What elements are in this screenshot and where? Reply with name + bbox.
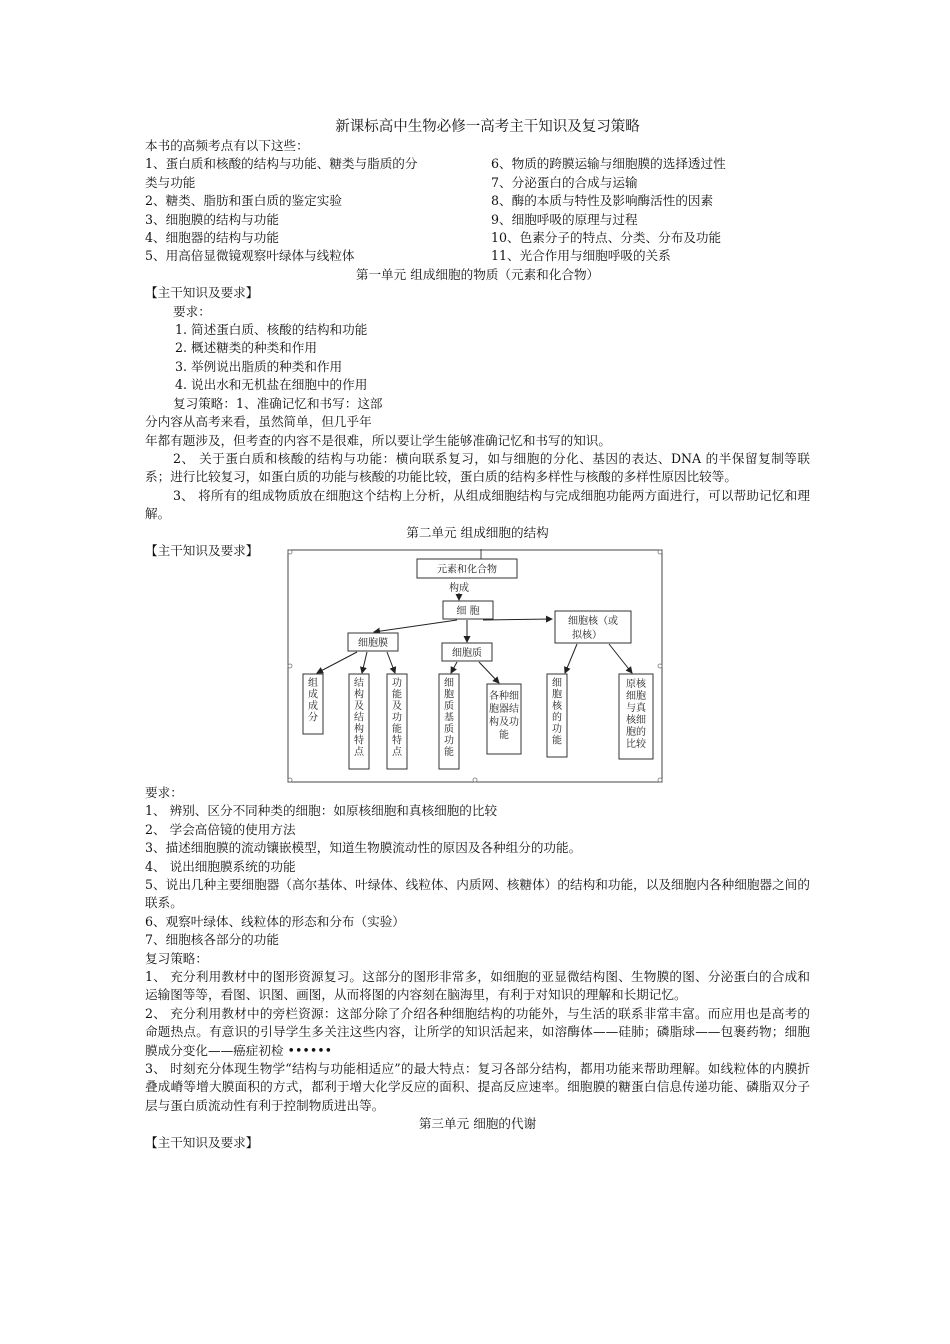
diagram-frame xyxy=(288,550,662,782)
unit1-req-item: 1. 简述蛋白质、核酸的结构和功能 xyxy=(175,322,368,338)
unit2-req-item: 6、观察叶绿体、线粒体的形态和分布（实验） xyxy=(145,913,405,929)
leaf-function-features-label: 功能及功能特点 xyxy=(392,677,402,758)
unit1-paragraph-2: 2、 关于蛋白质和核酸的结构与功能：横向联系复习，如与细胞的分化、基因的表达、DNA 的半保留复制等联系；进行比较复习，如蛋白质的功能与核酸的功能比较，蛋白质的结构多样性与核酸的多样性原因比较等。 xyxy=(145,450,810,485)
unit1-strategy-line: 年都有题涉及，但考查的内容不是很难，所以要让学生能够准确记忆和书写的知识。 xyxy=(145,432,611,448)
leaf-prokaryote-eukaryote-label: 原核细胞与真核细胞的比较 xyxy=(626,678,646,750)
topic-item: 6、物质的跨膜运输与细胞膜的选择透过性 xyxy=(491,156,726,172)
unit1-strategy-line: 复习策略：1、准确记忆和书写：这部 xyxy=(173,395,383,411)
unit1-title: 第一单元 组成细胞的物质（元素和化合物） xyxy=(355,266,600,282)
leaf-cytosol-function xyxy=(439,674,459,769)
leaf-function-features xyxy=(387,674,407,769)
topic-item: 9、细胞呼吸的原理与过程 xyxy=(491,211,638,227)
leaf-composition xyxy=(303,674,323,734)
intro-line: 本书的高频考点有以下这些： xyxy=(145,138,309,153)
topic-item: 类与功能 xyxy=(145,174,196,190)
leaf-structure-features xyxy=(349,674,369,769)
unit3-tag: 【主干知识及要求】 xyxy=(145,1134,259,1150)
leaf-nucleus-function-label: 细胞核的功能 xyxy=(552,677,562,747)
topic-item: 5、用高倍显微镜观察叶绿体与线粒体 xyxy=(145,248,355,264)
topic-item: 10、色素分子的特点、分类、分布及功能 xyxy=(491,230,722,246)
leaf-composition-label: 组成成分 xyxy=(308,677,318,724)
leaf-cytosol-function-label: 细胞质基质功能 xyxy=(444,677,454,758)
leaf-structure-features-label: 结构及结构特点 xyxy=(354,677,364,758)
cell-structure-diagram-area xyxy=(145,542,810,784)
box-nucleus-label-1: 细胞核（或 xyxy=(568,615,618,627)
unit2-strategy-label: 复习策略： xyxy=(145,950,208,966)
unit1-req-item: 3. 举例说出脂质的种类和作用 xyxy=(175,358,343,374)
unit1-paragraph-3: 3、 将所有的组成物质放在细胞这个结构上分析，从组成细胞结构与完成细胞功能两方面进行，可以帮助记忆和理解。 xyxy=(145,487,810,522)
topic-item: 4、细胞器的结构与功能 xyxy=(145,230,279,246)
unit2-req-item: 4、 说出细胞膜系统的功能 xyxy=(145,858,296,874)
leaf-organelles-label: 各种细胞器结构及功能 xyxy=(489,690,519,741)
unit1-req-item: 2. 概述糖类的种类和作用 xyxy=(175,340,317,356)
link-label: 构成 xyxy=(449,582,469,594)
frame-handles xyxy=(288,550,662,782)
box-elements-compounds-label: 元素和化合物 xyxy=(437,564,497,576)
unit2-req-item: 1、 辨别、区分不同种类的细胞：如原核细胞和真核细胞的比较 xyxy=(145,803,498,819)
topic-item: 8、酶的本质与特性及影响酶活性的因素 xyxy=(491,193,714,209)
unit2-strategy-item: 2、 充分利用教材中的旁栏资源：这部分除了介绍各种细胞结构的功能外，与生活的联系非常丰富。而应用也是高考的命题热点。有意识的引导学生多关注这些内容，让所学的知识活起来，如溶酶体——硅肺；磷脂球——包裹药物；细胞膜成分变化——癌症初检 •••••• xyxy=(145,1005,810,1058)
topic-item: 2、糖类、脂肪和蛋白质的鉴定实验 xyxy=(145,193,342,209)
unit2-req-label: 要求： xyxy=(145,784,183,800)
unit1-req-item: 4. 说出水和无机盐在细胞中的作用 xyxy=(175,377,368,393)
unit2-req-item: 5、说出几种主要细胞器（高尔基体、叶绿体、线粒体、内质网、核糖体）的结构和功能，以及细胞内各种细胞器之间的联系。 xyxy=(145,876,810,911)
cell-structure-diagram xyxy=(287,549,665,785)
box-membrane-label: 细胞膜 xyxy=(358,637,388,649)
topic-item: 1、蛋白质和核酸的结构与功能、糖类与脂质的分 xyxy=(145,156,418,172)
unit2-title: 第二单元 组成细胞的结构 xyxy=(406,524,549,540)
unit2-req-item: 2、 学会高倍镜的使用方法 xyxy=(145,821,296,837)
document-page xyxy=(145,117,810,1152)
unit1-tag: 【主干知识及要求】 xyxy=(145,285,259,301)
unit2-strategy-item: 3、 时刻充分体现生物学“结构与功能相适应”的最大特点：复习各部分结构，都用功能来帮助理解。如线粒体的内膜折叠成嵴等增大膜面积的方式，都利于增大化学反应的面积、提高反应速率。细胞膜的糖蛋白信息传递功能、磷脂双分子层与蛋白质流动性有利于控制物质进出等。 xyxy=(145,1061,810,1113)
unit2-req-item: 7、细胞核各部分的功能 xyxy=(145,932,279,948)
topic-item: 3、细胞膜的结构与功能 xyxy=(145,211,279,227)
unit2-tag: 【主干知识及要求】 xyxy=(145,542,259,558)
topic-column-left xyxy=(145,155,491,265)
box-cell-label: 细 胞 xyxy=(456,605,480,617)
topic-item: 7、分泌蛋白的合成与运输 xyxy=(491,174,638,190)
leaf-prokaryote-eukaryote xyxy=(619,674,653,759)
box-cytoplasm-label: 细胞质 xyxy=(452,647,482,659)
unit2-req-item: 3、描述细胞膜的流动镶嵌模型，知道生物膜流动性的原因及各种组分的功能。 xyxy=(145,840,582,856)
topic-column-right xyxy=(491,155,810,265)
leaf-organelles xyxy=(487,684,521,754)
unit2-strategy-item: 1、 充分利用教材中的图形资源复习。这部分的图形非常多，如细胞的亚显微结构图、生物膜的图、分泌蛋白的合成和运输图等等，看图、识图、画图，从而将图的内容刻在脑海里，有利于对知识的理解和长期记忆。 xyxy=(145,969,810,1003)
document-title: 新课标高中生物必修一高考主干知识及复习策略 xyxy=(335,119,640,135)
leaf-nucleus-function xyxy=(547,674,567,757)
unit1-strategy-line: 分内容从高考来看，虽然简单，但几乎年 xyxy=(145,414,372,430)
unit1-req-label: 要求： xyxy=(173,303,211,319)
topic-columns xyxy=(145,155,810,265)
unit3-title: 第三单元 细胞的代谢 xyxy=(418,1116,537,1132)
box-nucleus-label-2: 拟核） xyxy=(572,629,602,641)
topic-item: 11、光合作用与细胞呼吸的关系 xyxy=(491,248,671,264)
